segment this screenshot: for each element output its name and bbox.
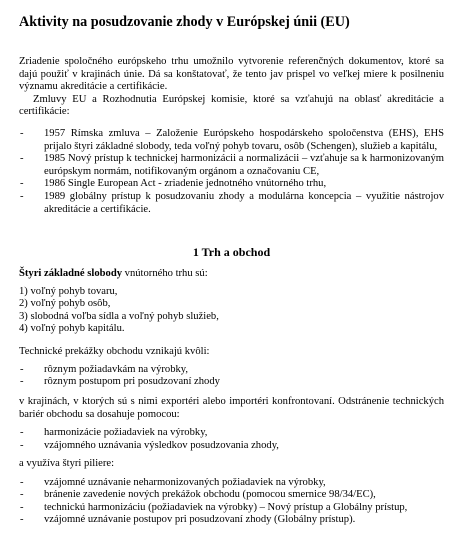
freedoms-lead-rest: vnútorného trhu sú: — [122, 268, 208, 279]
barriers-list — [19, 364, 444, 389]
pillars-block — [19, 458, 444, 527]
list-item: 3) slobodná voľba sídla a voľný pohyb služieb, — [19, 310, 219, 322]
barriers-lead: Technické prekážky obchodu vznikajú kvôli: — [19, 346, 210, 357]
list-item: - rôznym postupom pri posudzovaní zhody — [19, 376, 444, 389]
document-title: Aktivity na posudzovanie zhody v Európskej únii (EU) — [19, 14, 350, 30]
barriers-block — [19, 346, 444, 389]
section-heading: 1 Trh a obchod — [192, 245, 271, 259]
list-item: - 1986 Single European Act - zriadenie jednotného vnútorného trhu, — [19, 178, 444, 191]
list-item: - technickú harmonizáciu (požiadaviek na výrobky) – Nový prístup a Globálny prístup, — [19, 502, 444, 515]
list-item: - bránenie zavedenie nových prekážok obchodu (pomocou smernice 98/34/EC), — [19, 489, 444, 502]
pillars-lead: a využíva štyri piliere: — [19, 458, 115, 469]
freedoms-lead — [19, 268, 444, 281]
section-heading-wrap — [19, 245, 444, 259]
pillars-list — [19, 477, 444, 527]
intro-paragraph-treaties: Zmluvy EU a Rozhodnutia Európskej komisie, ktoré sa vzťahujú na oblasť akreditácie a certifikácie: — [19, 93, 444, 118]
list-item: 4) voľný pohyb kapitálu. — [19, 323, 125, 335]
list-item: - 1989 globálny prístup k posudzovaniu zhody a modulárna koncepcia – využitie nástrojov akreditácie a certifikácie. — [19, 191, 444, 216]
list-item: 2) voľný pohyb osôb, — [19, 298, 111, 310]
list-item: - vzájomné uznávanie neharmonizovaných požiadaviek na výrobky, — [19, 477, 444, 490]
list-item: - rôznym požiadavkám na výrobky, — [19, 364, 444, 377]
list-item: - 1985 Nový prístup k technickej harmonizácii a normalizácii – vzťahuje sa k harmonizovaným európskym normám, notifikovaným orgánom a označovaniu CE, — [19, 153, 444, 178]
list-item: - vzájomného uznávania výsledkov posudzovania zhody, — [19, 440, 444, 453]
list-item: - 1957 Rímska zmluva – Založenie Európskeho hospodárskeho spoločenstva (EHS), EHS prijalo štyri základné slobody, teda voľný pohyb tovaru, osôb (Schengen), služieb a kapitálu, — [19, 128, 444, 153]
conflict-paragraph: v krajinách, v ktorých sú s nimi exportéri alebo importéri konfrontovaní. Odstránenie technických bariér obchodu sa dosahuje pomocou: — [19, 396, 444, 420]
intro-paragraph: Zriadenie spoločného európskeho trhu umožnilo vytvorenie referenčných dokumentov, ktoré sa dajú použiť v krajinách únie. Dá sa konštatovať, že tento jav prispel vo veľkej miere k posilneniu významu akreditácie a certifikácie. — [19, 56, 444, 93]
freedoms-block — [19, 268, 444, 336]
freedoms-list — [19, 286, 444, 336]
conflict-block — [19, 396, 444, 452]
list-item: - harmonizácie požiadaviek na výrobky, — [19, 427, 444, 440]
history-list — [19, 128, 444, 216]
list-item: - vzájomné uznávanie postupov pri posudzovaní zhody (Globálny prístup). — [19, 514, 444, 527]
intro-section — [19, 56, 444, 119]
freedoms-lead-bold: Štyri základné slobody — [19, 268, 123, 279]
conflict-list — [19, 427, 444, 452]
list-item: 1) voľný pohyb tovaru, — [19, 285, 118, 297]
